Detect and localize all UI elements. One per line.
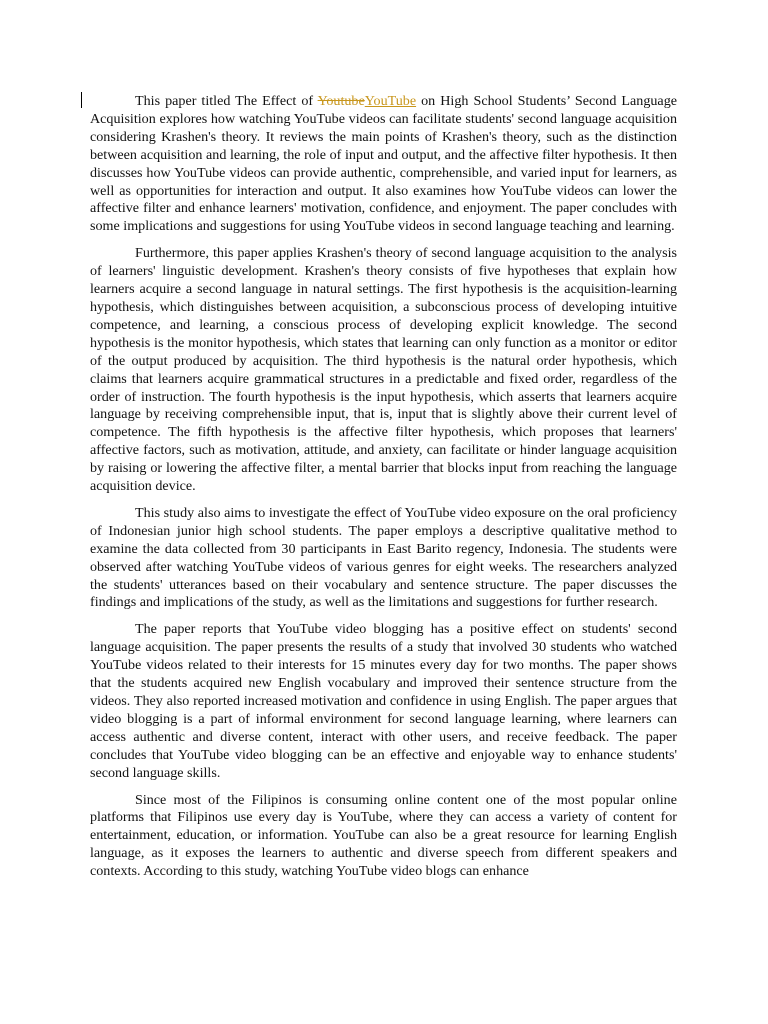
document-body[interactable]: [90, 93, 677, 890]
paragraph-1-rest: on High School Students’ Second Language Acquisition explores how watching YouTube videos can facilitate students' second language acquisition considering Krashen's theory. It reviews the main points of Krashen's theory, such as the distinction between acquisition and learning, the role of input and output, and the affective filter hypothesis. It then discusses how YouTube videos can provide authentic, comprehensible, and varied input for learners, as well as opportunities for interaction and output. It also examines how YouTube videos can lower the affective filter and enhance learners' motivation, confidence, and enjoyment. The paper concludes with some implications and suggestions for using YouTube videos in second language teaching and learning.: [90, 93, 677, 235]
text-cursor: [81, 92, 82, 108]
paragraph-1-start: This paper titled The Effect of: [135, 93, 318, 109]
tracked-insertion: YouTube: [364, 93, 417, 109]
paragraph-5[interactable]: Since most of the Filipinos is consuming online content one of the most popular online platforms that Filipinos use every day is YouTube, where they can access a variety of content for entertainment, education, or information. YouTube can also be a great resource for learning English language, as it exposes the learners to authentic and diverse speech from different speakers and contexts. According to this study, watching YouTube video blogs can enhance: [90, 791, 677, 880]
paragraph-1[interactable]: [90, 93, 677, 236]
tracked-deletion: Youtube: [317, 93, 365, 109]
paragraph-4[interactable]: The paper reports that YouTube video blogging has a positive effect on students' second language acquisition. The paper presents the results of a study that involved 30 students who watched YouTube videos related to their interests for 15 minutes every day for two months. The paper shows that the students acquired new English vocabulary and improved their sentence structure from the videos. They also reported increased motivation and confidence in using English. The paper argues that video blogging is a part of informal environment for second language learning, where learners can access authentic and diverse content, interact with other users, and receive feedback. The paper concludes that YouTube video blogging can be an effective and enjoyable way to enhance students' second language skills.: [90, 621, 677, 781]
paragraph-3[interactable]: This study also aims to investigate the effect of YouTube video exposure on the oral proficiency of Indonesian junior high school students. The paper employs a descriptive qualitative method to examine the data collected from 30 participants in East Barito regency, Indonesia. The students were observed after watching YouTube videos of various genres for eight weeks. The researchers analyzed the students' utterances based on their vocabulary and sentence structure. The paper discusses the findings and implications of the study, as well as the limitations and suggestions for further research.: [90, 504, 677, 611]
paragraph-2[interactable]: Furthermore, this paper applies Krashen's theory of second language acquisition to the analysis of learners' linguistic development. Krashen's theory consists of five hypotheses that explain how learners acquire a second language in natural settings. The first hypothesis is the acquisition-learning hypothesis, which distinguishes between acquisition, a subconscious process of developing intuitive competence, and learning, a conscious process of developing explicit knowledge. The second hypothesis is the monitor hypothesis, which states that learning can only function as a monitor or editor of the output produced by acquisition. The third hypothesis is the natural order hypothesis, which claims that learners acquire grammatical structures in a predictable and fixed order, regardless of the order of instruction. The fourth hypothesis is the input hypothesis, which asserts that learners acquire language by receiving comprehensible input, that is, input that is slightly above their current level of competence. The fifth hypothesis is the affective filter hypothesis, which proposes that learners' affective factors, such as motivation, attitude, and anxiety, can facilitate or hinder language acquisition by raising or lowering the affective filter, a mental barrier that blocks input from reaching the language acquisition device.: [90, 245, 677, 495]
